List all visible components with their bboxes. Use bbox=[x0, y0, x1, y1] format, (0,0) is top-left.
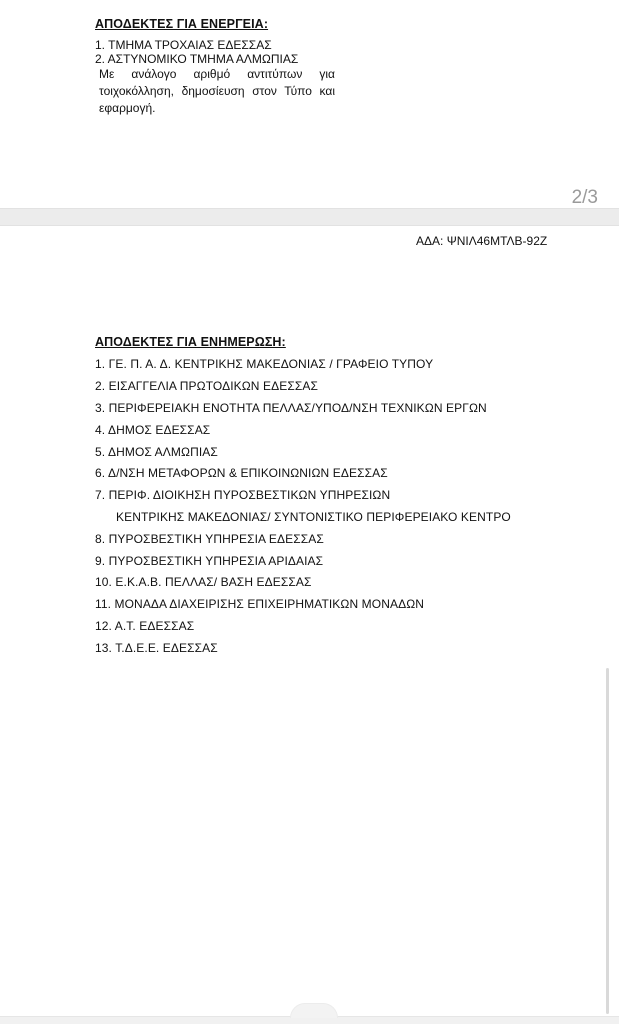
ada-code: ΑΔΑ: ΨΝΙΛ46ΜΤΛΒ-92Ζ bbox=[416, 234, 548, 248]
info-recipient-item: 12. Α.Τ. ΕΔΕΣΣΑΣ bbox=[95, 619, 195, 633]
distribution-note: Με ανάλογο αριθμό αντιτύπων για τοιχοκόλληση, δημοσίευση στον Τύπο και εφαρμογή. bbox=[99, 67, 335, 115]
info-recipient-item: 6. Δ/ΝΣΗ ΜΕΤΑΦΟΡΩΝ & ΕΠΙΚΟΙΝΩΝΙΩΝ ΕΔΕΣΣΑΣ bbox=[95, 466, 388, 480]
action-recipient-item: 2. ΑΣΤΥΝΟΜΙΚΟ ΤΜΗΜΑ ΑΛΜΩΠΙΑΣ bbox=[95, 52, 299, 66]
info-recipient-item: 2. ΕΙΣΑΓΓΕΛΙΑ ΠΡΩΤΟΔΙΚΩΝ ΕΔΕΣΣΑΣ bbox=[95, 379, 318, 393]
info-recipient-item: 1. ΓΕ. Π. Α. Δ. ΚΕΝΤΡΙΚΗΣ ΜΑΚΕΔΟΝΙΑΣ / ΓΡΑΦΕΙΟ ΤΥΠΟΥ bbox=[95, 357, 434, 371]
recipients-action-heading: ΑΠΟΔΕΚΤΕΣ ΓΙΑ ΕΝΕΡΓΕΙΑ: bbox=[95, 17, 269, 31]
info-recipient-item: 13. Τ.Δ.Ε.Ε. ΕΔΕΣΣΑΣ bbox=[95, 641, 218, 655]
info-recipient-item: 4. ΔΗΜΟΣ ΕΔΕΣΣΑΣ bbox=[95, 423, 211, 437]
info-recipient-item: 3. ΠΕΡΙΦΕΡΕΙΑΚΗ ΕΝΟΤΗΤΑ ΠΕΛΛΑΣ/ΥΠΟΔ/ΝΣΗ ΤΕΧΝΙΚΩΝ ΕΡΓΩΝ bbox=[95, 401, 487, 415]
document-page-2 bbox=[0, 226, 619, 1016]
info-recipient-item: 11. ΜΟΝΑΔΑ ΔΙΑΧΕΙΡΙΣΗΣ ΕΠΙΧΕΙΡΗΜΑΤΙΚΩΝ ΜΟΝΑΔΩΝ bbox=[95, 597, 425, 611]
page-counter: 2/3 bbox=[571, 187, 598, 208]
info-recipient-item-continuation: ΚΕΝΤΡΙΚΗΣ ΜΑΚΕΔΟΝΙΑΣ/ ΣΥΝΤΟΝΙΣΤΙΚΟ ΠΕΡΙΦΕΡΕΙΑΚΟ ΚΕΝΤΡΟ bbox=[116, 510, 511, 524]
bottom-handle[interactable] bbox=[290, 1003, 338, 1018]
info-recipient-item: 8. ΠΥΡΟΣΒΕΣΤΙΚΗ ΥΠΗΡΕΣΙΑ ΕΔΕΣΣΑΣ bbox=[95, 532, 324, 546]
vertical-scrollbar[interactable] bbox=[606, 668, 609, 1014]
document-page-1 bbox=[0, 0, 619, 208]
page-separator bbox=[0, 208, 619, 226]
info-recipient-item: 5. ΔΗΜΟΣ ΑΛΜΩΠΙΑΣ bbox=[95, 445, 218, 459]
recipients-info-heading: ΑΠΟΔΕΚΤΕΣ ΓΙΑ ΕΝΗΜΕΡΩΣΗ: bbox=[95, 335, 286, 349]
info-recipient-item: 9. ΠΥΡΟΣΒΕΣΤΙΚΗ ΥΠΗΡΕΣΙΑ ΑΡΙΔΑΙΑΣ bbox=[95, 554, 324, 568]
info-recipient-item: 7. ΠΕΡΙΦ. ΔΙΟΙΚΗΣΗ ΠΥΡΟΣΒΕΣΤΙΚΩΝ ΥΠΗΡΕΣΙΩΝ bbox=[95, 488, 391, 502]
action-recipient-item: 1. ΤΜΗΜΑ ΤΡΟΧΑΙΑΣ ΕΔΕΣΣΑΣ bbox=[95, 38, 272, 52]
info-recipient-item: 10. Ε.Κ.Α.Β. ΠΕΛΛΑΣ/ ΒΑΣΗ ΕΔΕΣΣΑΣ bbox=[95, 575, 312, 589]
